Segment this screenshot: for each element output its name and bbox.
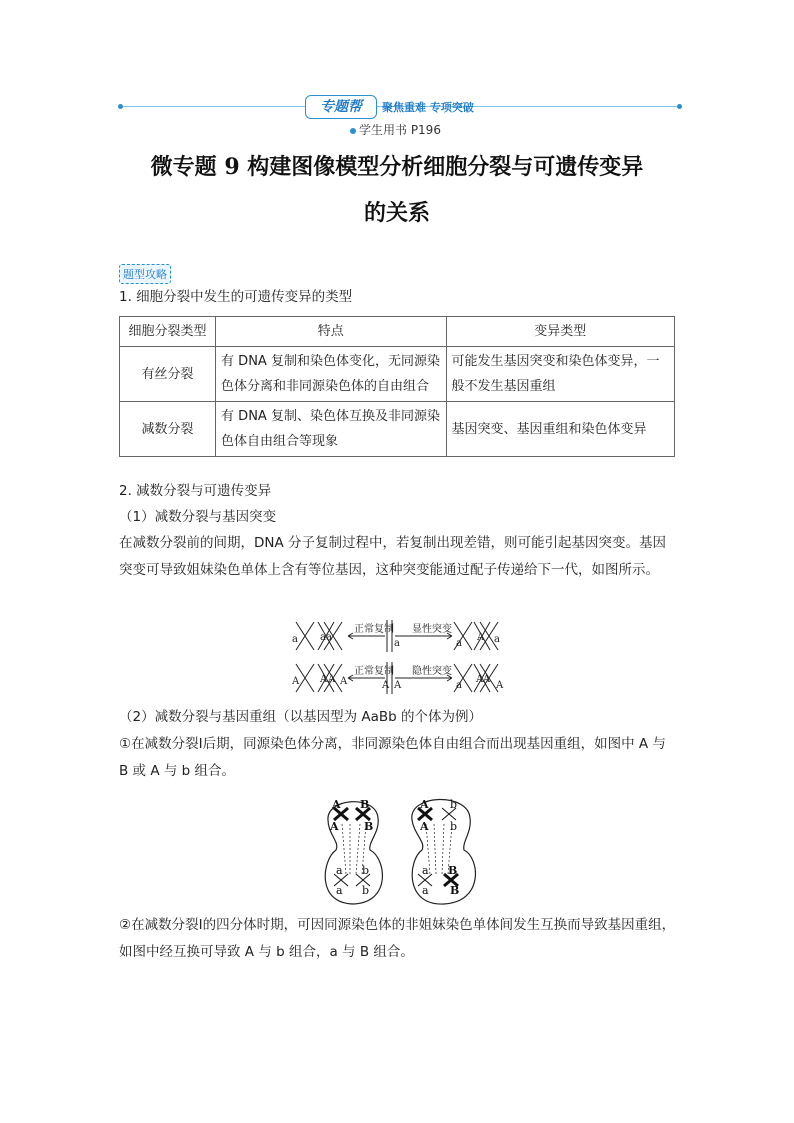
- gene-label: A: [292, 676, 300, 687]
- gene-label: a: [494, 634, 500, 645]
- section-2-1-text: 在减数分裂前的间期，DNA 分子复制过程中，若复制出现差错，则可能引起基因突变。基因突变可导致姐妹染色单体上含有等位基因，这种突变能通过配子传递给下一代，如图所示。: [119, 535, 667, 578]
- variation-table: [119, 316, 675, 457]
- section-2-2-text-2: ②在减数分裂Ⅰ的四分体时期，可因同源染色体的非姐妹染色单体间发生互换而导致基因重组，如图中经互换可导致 A 与 b 组合，a 与 B 组合。: [119, 917, 676, 960]
- arrow-label-normal: 正常复制: [354, 624, 394, 635]
- table-cell: 减数分裂: [120, 402, 216, 457]
- gene-label: a: [292, 634, 298, 645]
- gene-label: b: [362, 884, 370, 897]
- gene-label: A: [394, 680, 402, 691]
- gene-label: A: [496, 680, 504, 691]
- gene-label: a: [326, 632, 332, 643]
- table-cell: 可能发生基因突变和染色体变异，一般不发生基因重组: [446, 347, 674, 402]
- arrow-label-normal: 正常复制: [354, 666, 394, 677]
- topic-badge: 专题帮: [305, 95, 377, 119]
- banner-tagline: 聚焦重难 专项突破: [382, 101, 474, 114]
- gene-label: a: [422, 864, 429, 877]
- gene-label: a: [336, 864, 343, 877]
- gene-label: A: [477, 632, 485, 643]
- gene-label: a: [422, 884, 429, 897]
- banner-dot-left: [118, 104, 123, 109]
- gene-label: A: [483, 674, 491, 685]
- table-cell: 基因突变、基因重组和染色体变异: [446, 402, 674, 457]
- gene-label: A: [320, 674, 328, 685]
- gene-label: B: [450, 884, 460, 897]
- meiosis-diagram: [316, 790, 486, 908]
- gene-label: A: [332, 798, 341, 811]
- gene-label: b: [362, 864, 370, 877]
- gene-label: B: [360, 798, 370, 811]
- book-reference-text: 学生用书 P196: [359, 123, 441, 137]
- gene-label: A: [476, 674, 484, 685]
- page-title-line2: 的关系: [363, 200, 430, 226]
- table-header-row: [120, 317, 675, 347]
- gene-label: A: [330, 820, 339, 833]
- section-1-heading: 1. 细胞分裂中发生的可遗传变异的类型: [119, 289, 353, 305]
- gene-label: B: [448, 864, 458, 877]
- gene-label: B: [364, 820, 374, 833]
- gene-label: a: [394, 638, 400, 649]
- banner-dot-right: [677, 104, 682, 109]
- table-cell: 有 DNA 复制、染色体互换及非同源染色体自由组合等现象: [216, 402, 446, 457]
- section-2-1-heading: （1）减数分裂与基因突变: [119, 509, 277, 525]
- table-header: 细胞分裂类型: [120, 317, 216, 347]
- gene-label: A: [328, 674, 336, 685]
- gene-label: a: [456, 638, 462, 649]
- gene-label: a: [320, 632, 326, 643]
- table-cell: 有丝分裂: [120, 347, 216, 402]
- gene-label: a: [336, 884, 343, 897]
- gene-label: A: [382, 680, 390, 691]
- cell-membrane: [325, 802, 382, 904]
- arrow-label-recessive: 隐性突变: [412, 666, 452, 677]
- table-cell: 有 DNA 复制和染色体变化，无同源染色体分离和非同源染色体的自由组合: [216, 347, 446, 402]
- section-2-2-text-1: ①在减数分裂Ⅰ后期，同源染色体分离，非同源染色体自由组合而出现基因重组，如图中 A 与 B 或 A 与 b 组合。: [119, 736, 666, 779]
- table-header: 变异类型: [446, 317, 674, 347]
- book-reference: [350, 121, 441, 138]
- section-2-2-heading: （2）减数分裂与基因重组（以基因型为 AaBb 的个体为例）: [119, 709, 483, 725]
- arrow-label-dominant: 显性突变: [412, 624, 452, 635]
- table-row: [120, 402, 675, 457]
- gene-label: b: [450, 820, 458, 833]
- page-title: 微专题 9 构建图像模型分析细胞分裂与可遗传变异: [150, 154, 644, 180]
- table-row: [120, 347, 675, 402]
- gene-label: A: [420, 798, 429, 811]
- section-2-heading: 2. 减数分裂与可遗传变异: [119, 483, 272, 499]
- gene-label: b: [450, 798, 458, 811]
- gene-label: a: [456, 680, 462, 691]
- gene-label: A: [340, 676, 348, 687]
- chromosome: [296, 622, 314, 650]
- gene-label: A: [420, 820, 429, 833]
- table-header: 特点: [216, 317, 446, 347]
- mutation-diagram: [284, 614, 510, 700]
- bullet-icon: [350, 128, 356, 134]
- section-badge: 题型攻略: [119, 264, 171, 284]
